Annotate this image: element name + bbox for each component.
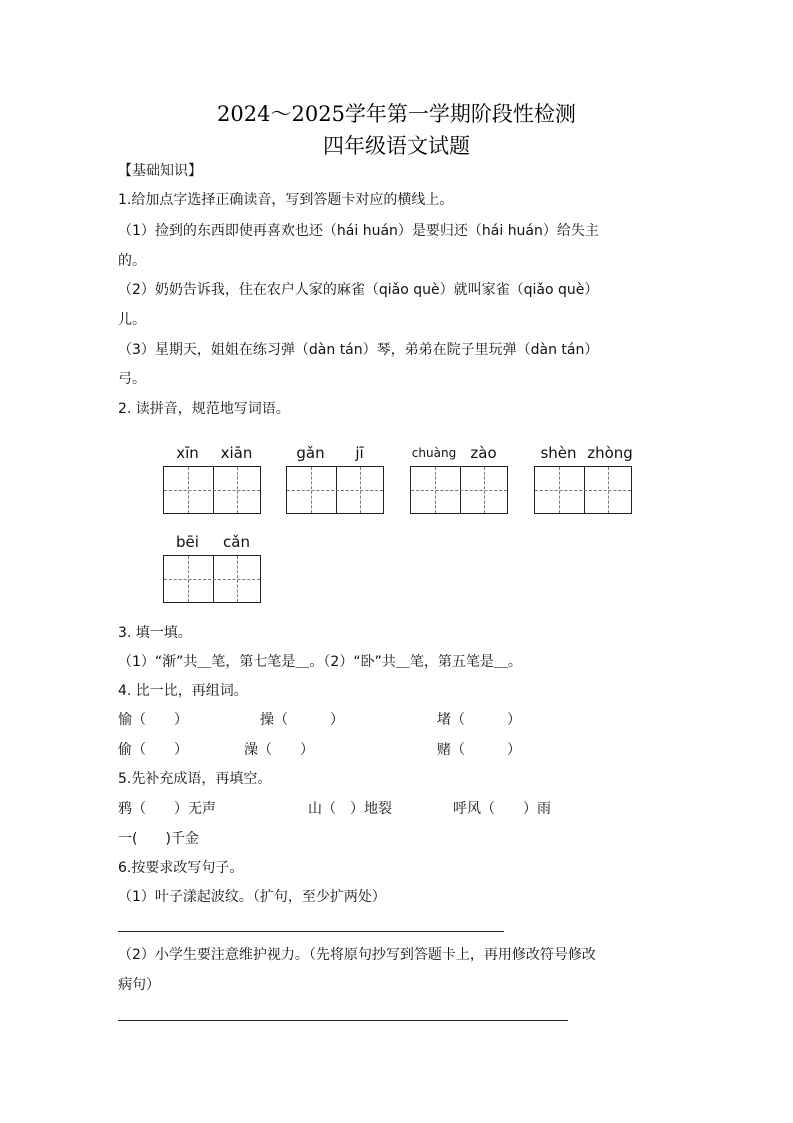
q4-item[interactable]: 偷（ ）	[118, 742, 188, 758]
q4-item[interactable]: 澡（ ）	[244, 742, 314, 758]
grid-guide-line	[164, 579, 260, 580]
q6-item2-line1: （2）小学生要注意维护视力。（先将原句抄写到答题卡上，再用修改符号修改	[118, 947, 596, 963]
grid-guide-line	[311, 467, 312, 513]
pinyin-label: zào	[470, 444, 497, 462]
grid-guide-line	[287, 490, 383, 491]
pinyin-label: zhòng	[587, 444, 633, 462]
pinyin-label: gǎn	[296, 444, 325, 462]
pinyin-label: jī	[355, 444, 364, 462]
q1-item3-line1: （3）星期天，姐姐在练习弹（dàn tán）琴，弟弟在院子里玩弹（dàn tán）	[118, 342, 599, 358]
q2-stem: 2. 读拼音，规范地写词语。	[118, 401, 290, 417]
answer-line[interactable]	[118, 1020, 568, 1021]
pinyin-label: xīn	[176, 444, 199, 462]
page-title: 2024～2025学年第一学期阶段性检测	[217, 102, 576, 126]
pinyin-label: chuàng	[411, 446, 457, 460]
q4-stem: 4. 比一比，再组词。	[118, 683, 248, 699]
page-subtitle: 四年级语文试题	[323, 134, 470, 158]
writing-grid[interactable]	[286, 466, 384, 514]
q5-idiom[interactable]: 山（ ）地裂	[308, 801, 392, 817]
q3-stem: 3. 填一填。	[118, 625, 192, 641]
q1-item2-line1: （2）奶奶告诉我，住在农户人家的麻雀（qiǎo què）就叫家雀（qiǎo què）	[118, 282, 599, 298]
grid-guide-line	[237, 556, 238, 602]
grid-guide-line	[164, 490, 260, 491]
pinyin-label: xiān	[220, 444, 253, 462]
q1-item1-line2: 的。	[118, 253, 146, 269]
section-heading: 【基础知识】	[118, 163, 202, 179]
writing-grid[interactable]	[163, 555, 261, 603]
grid-guide-line	[237, 467, 238, 513]
q6-item1: （1）叶子漾起波纹。（扩句，至少扩两处）	[118, 889, 386, 905]
pinyin-label: cǎn	[223, 533, 250, 551]
q6-item2-line2: 病句）	[118, 977, 160, 993]
q5-idiom[interactable]: 呼风（ ）雨	[453, 801, 551, 817]
q5-stem: 5.先补充成语，再填空。	[118, 771, 272, 787]
grid-guide-line	[188, 467, 189, 513]
grid-guide-line	[608, 467, 609, 513]
q4-item[interactable]: 愉（ ）	[118, 712, 188, 728]
grid-guide-line	[360, 467, 361, 513]
writing-grid[interactable]	[163, 466, 261, 514]
grid-guide-line	[484, 467, 485, 513]
q1-item1-line1: （1）捡到的东西即使再喜欢也还（hái huán）是要归还（hái huán）给失主	[118, 223, 599, 239]
q4-item[interactable]: 赌（ ）	[437, 742, 521, 758]
q4-item[interactable]: 操（ ）	[260, 712, 344, 728]
grid-guide-line	[559, 467, 560, 513]
q5-idiom[interactable]: 一( )千金	[118, 831, 199, 847]
q1-item2-line2: 儿。	[118, 312, 146, 328]
q3-line: （1）“渐”共＿笔，第七笔是＿。（2）“卧”共＿笔，第五笔是＿。	[118, 654, 522, 670]
answer-line[interactable]	[118, 931, 504, 932]
q1-stem: 1.给加点字选择正确读音，写到答题卡对应的横线上。	[118, 192, 454, 208]
pinyin-label: bēi	[176, 533, 199, 551]
q4-item[interactable]: 堵（ ）	[437, 712, 521, 728]
grid-guide-line	[435, 467, 436, 513]
writing-grid[interactable]	[410, 466, 508, 514]
q5-idiom[interactable]: 鸦（ ）无声	[118, 801, 216, 817]
q1-item3-line2: 弓。	[118, 371, 146, 387]
grid-guide-line	[411, 490, 507, 491]
q6-stem: 6.按要求改写句子。	[118, 860, 244, 876]
pinyin-label: shèn	[540, 444, 577, 462]
writing-grid[interactable]	[534, 466, 632, 514]
grid-guide-line	[188, 556, 189, 602]
grid-guide-line	[535, 490, 631, 491]
